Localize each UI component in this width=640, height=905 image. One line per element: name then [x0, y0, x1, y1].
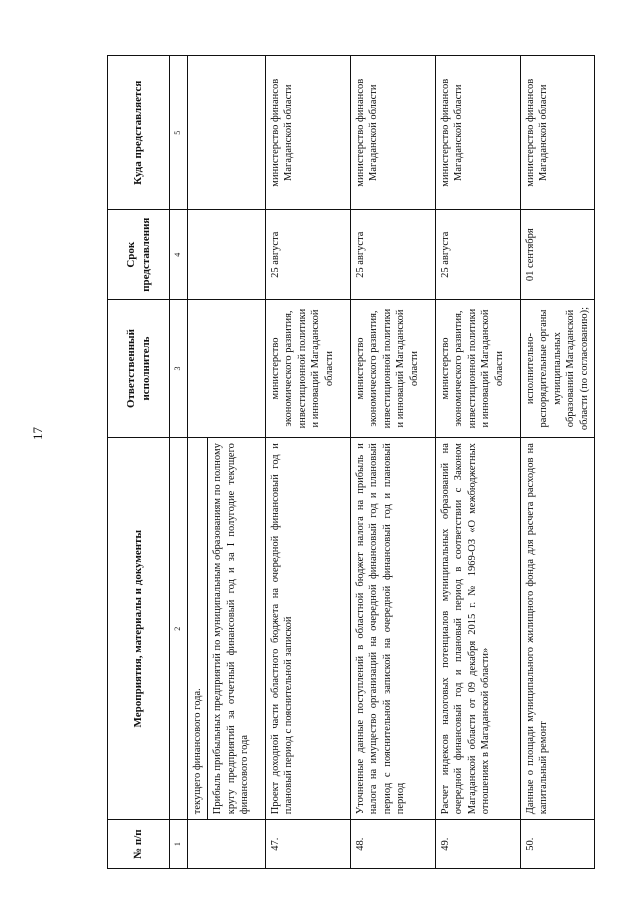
header-deadline: Срок представления: [108, 210, 170, 299]
column-numbers-row: [170, 56, 188, 869]
table-header-row: [108, 56, 170, 869]
measures-table: [107, 55, 595, 869]
rotated-table-wrapper: [107, 55, 590, 869]
executor-text: министерство экономического развития, инвестиционной политики и инноваций Магаданской области: [351, 299, 436, 437]
table-row: [266, 56, 351, 869]
header-recipient: Куда представляется: [108, 56, 170, 211]
measure-text: Уточненные данные поступлений в областной бюджет налога на прибыль и налога на имущество организаций на очередной финансовый год и плановый период с пояснительной запиской на очередной финансовый год и плановый период: [351, 438, 436, 820]
row-number: 50.: [521, 820, 595, 869]
deadline-text: 25 августа: [266, 210, 351, 299]
table-row: [521, 56, 595, 869]
table-row: [351, 56, 436, 869]
header-measures: Мероприятия, материалы и документы: [108, 438, 170, 820]
header-number: № п/п: [108, 820, 170, 869]
row-number: 49.: [436, 820, 521, 869]
continuation-text: текущего финансового года.: [192, 688, 203, 815]
row-number: [188, 820, 266, 869]
measure-text: Проект доходной части областного бюджета на очередной финансовый год и плановый период с пояснительной запиской: [266, 438, 351, 820]
recipient-text: министерство финансов Магаданской области: [436, 56, 521, 211]
page-number: 17: [30, 427, 45, 440]
executor-text: министерство экономического развития, инвестиционной политики и инноваций Магаданской области: [266, 299, 351, 437]
row-number: 48.: [351, 820, 436, 869]
column-number: 2: [170, 438, 188, 820]
recipient-text: министерство финансов Магаданской области: [351, 56, 436, 211]
executor-cell: [188, 299, 266, 437]
deadline-cell: [188, 210, 266, 299]
row-number: 47.: [266, 820, 351, 869]
recipient-text: министерство финансов Магаданской области: [266, 56, 351, 211]
measure-text: Расчет индексов налоговых потенциалов муниципальных образований на очередной финансовый год и плановый период в соответствии с Законом Магаданской области от 09 декабря 2015 г. № 1969-ОЗ «О межбюджетных отношениях в Магаданской области»: [436, 438, 521, 820]
column-number: 4: [170, 210, 188, 299]
recipient-cell: [188, 56, 266, 211]
header-executor: Ответственный исполнитель: [108, 299, 170, 437]
recipient-text: министерство финансов Магаданской области: [521, 56, 595, 211]
profit-text: Прибыль прибыльных предприятий по муниципальным образованиям по полному кругу предприятий за отчетный финансовый год и за I полугодие текущего финансового года: [207, 438, 254, 819]
deadline-text: 25 августа: [351, 210, 436, 299]
measure-text: Данные о площади муниципального жилищного фонда для расчета расходов на капитальный ремонт: [521, 438, 595, 820]
continuation-cell: [188, 438, 266, 820]
column-number: 3: [170, 299, 188, 437]
deadline-text: 25 августа: [436, 210, 521, 299]
table-row-continuation: [188, 56, 266, 869]
executor-text: министерство экономического развития, инвестиционной политики и инноваций Магаданской области: [436, 299, 521, 437]
column-number: 1: [170, 820, 188, 869]
table-row: [436, 56, 521, 869]
executor-text: исполнительно-распорядительные органы муниципальных образований Магаданской области (по согласованию);: [521, 299, 595, 437]
deadline-text: 01 сентября: [521, 210, 595, 299]
column-number: 5: [170, 56, 188, 211]
